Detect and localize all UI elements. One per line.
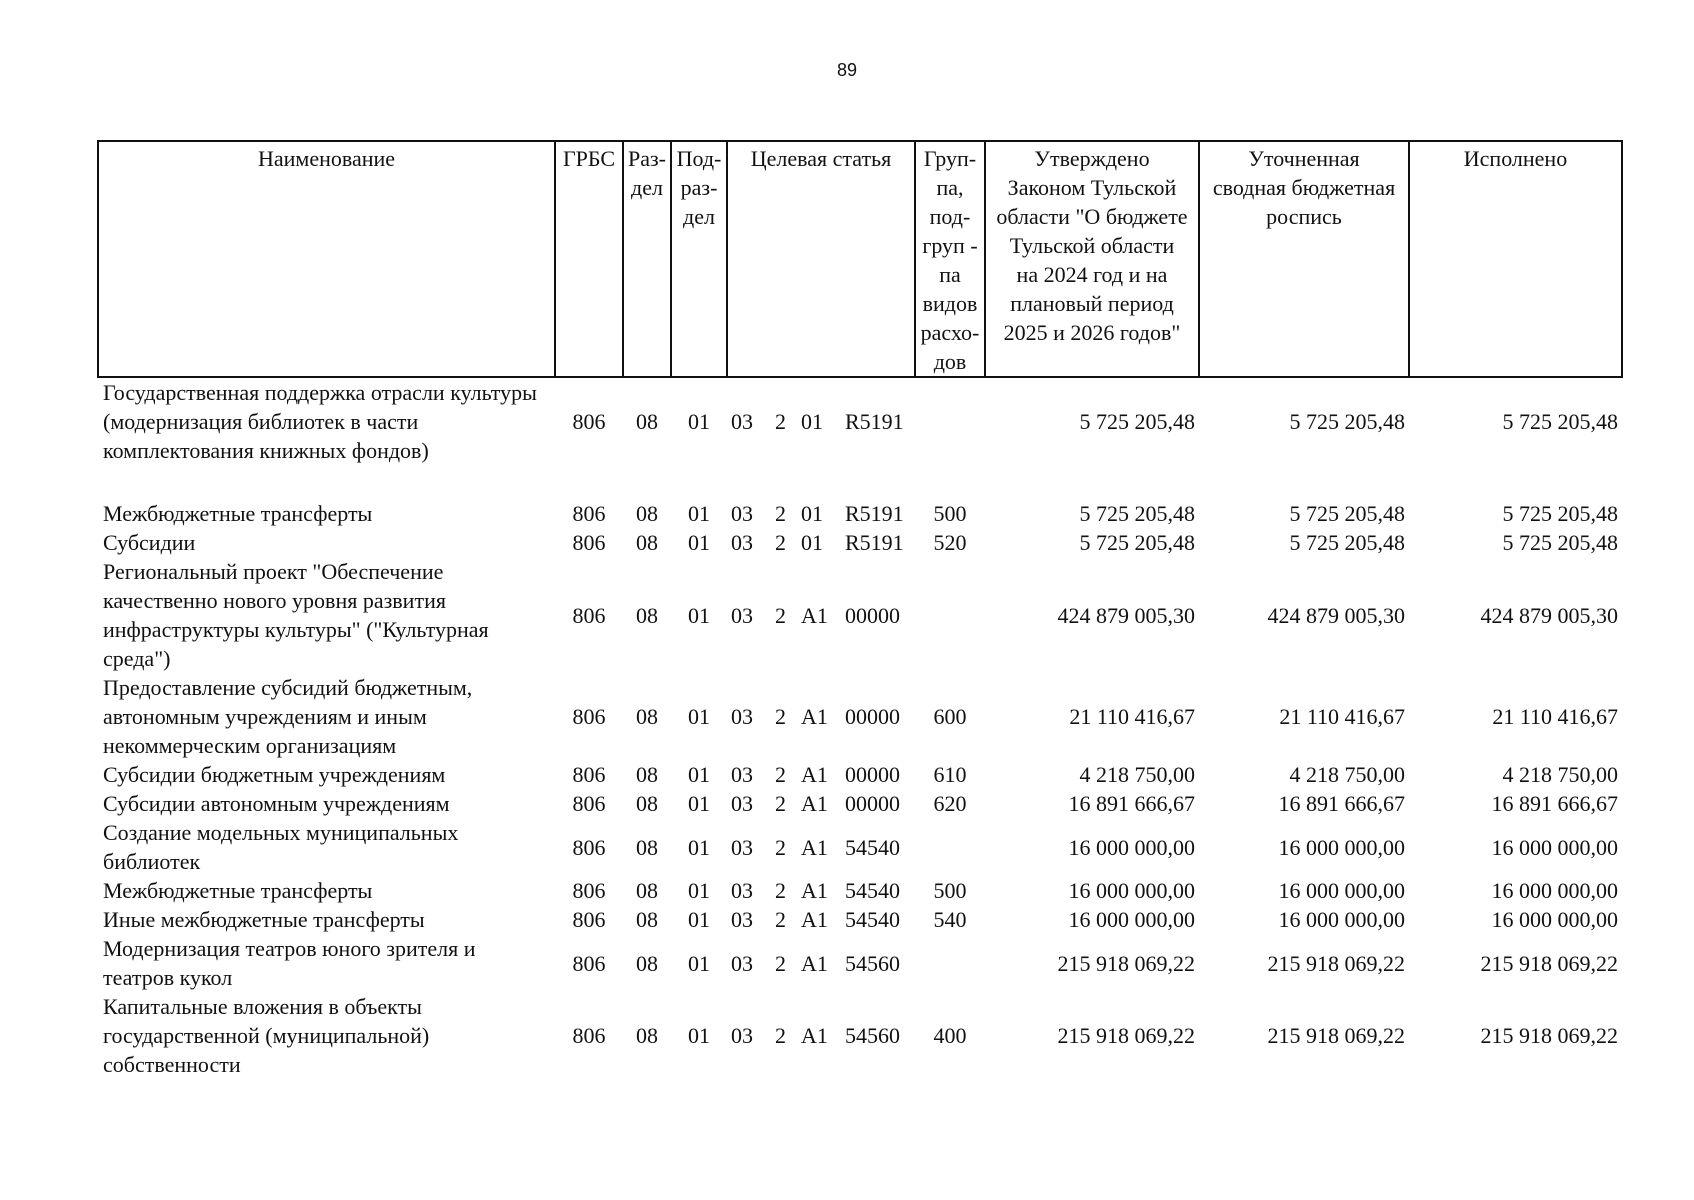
row-podrazdel: 01 [688, 1023, 710, 1048]
target-direction: 00000 [845, 791, 900, 816]
target-program: 03 [731, 950, 753, 976]
row-podrazdel: 01 [688, 501, 710, 526]
row-grbs: 806 [572, 409, 606, 434]
target-project: A1 [801, 704, 828, 729]
row-podrazdel: 01 [688, 834, 710, 860]
row-name: Государственная поддержка отрасли культуры (модернизация библиотек в части комплектования книжных фондов) [103, 380, 537, 463]
row-target-article [727, 789, 915, 818]
row-razdel: 08 [636, 602, 658, 628]
row-approved: 4 218 750,00 [1079, 762, 1195, 787]
row-target-article [727, 876, 915, 905]
target-project: A1 [801, 602, 828, 628]
row-approved: 215 918 069,22 [1057, 950, 1195, 976]
row-name: Субсидии автономным учреждениям [103, 791, 450, 816]
target-subprogram: 2 [775, 530, 786, 555]
target-project: A1 [801, 762, 828, 787]
row-refined: 16 891 666,67 [1278, 791, 1405, 816]
table-row [98, 992, 1622, 1079]
target-program: 03 [731, 762, 753, 787]
header-podrazdel: Под- раз- дел [671, 141, 727, 377]
row-podrazdel: 01 [688, 602, 710, 628]
row-razdel: 08 [636, 704, 658, 729]
row-name: Субсидии бюджетным учреждениям [103, 762, 446, 787]
row-razdel: 08 [636, 878, 658, 903]
target-direction: R5191 [845, 409, 904, 434]
row-target-article [727, 557, 915, 673]
row-name: Капитальные вложения в объекты государственной (муниципальной) собственности [103, 994, 430, 1077]
target-subprogram: 2 [775, 602, 786, 628]
target-subprogram: 2 [775, 762, 786, 787]
row-grbs: 806 [572, 704, 606, 729]
row-refined: 16 000 000,00 [1278, 878, 1405, 903]
header-razdel: Раз- дел [623, 141, 671, 377]
table-row [98, 905, 1622, 934]
table-row [98, 876, 1622, 905]
page-number: 89 [836, 60, 858, 80]
target-project: 01 [801, 530, 823, 555]
row-name: Региональный проект "Обеспечение качественно нового уровня развития инфраструктуры культуры" ("Культурная среда") [103, 559, 489, 671]
row-executed: 21 110 416,67 [1492, 704, 1618, 729]
table-header-row [98, 141, 1622, 377]
target-project: A1 [801, 950, 828, 976]
row-executed: 16 000 000,00 [1491, 907, 1618, 932]
table-row [98, 499, 1622, 528]
row-grbs: 806 [572, 791, 606, 816]
row-razdel: 08 [636, 530, 658, 555]
row-razdel: 08 [636, 762, 658, 787]
row-refined: 215 918 069,22 [1267, 1023, 1405, 1048]
table-row [98, 377, 1622, 465]
row-approved: 16 000 000,00 [1068, 907, 1195, 932]
row-name: Субсидии [103, 530, 196, 555]
row-grbs: 806 [572, 1023, 606, 1048]
target-direction: 54560 [845, 1023, 900, 1048]
row-approved: 21 110 416,67 [1069, 704, 1195, 729]
row-razdel: 08 [636, 907, 658, 932]
row-target-article [727, 377, 915, 465]
row-grbs: 806 [572, 907, 606, 932]
row-razdel: 08 [636, 791, 658, 816]
row-podrazdel: 01 [688, 878, 710, 903]
row-executed: 215 918 069,22 [1480, 950, 1618, 976]
row-refined: 16 000 000,00 [1278, 907, 1405, 932]
row-grbs: 806 [572, 602, 606, 628]
row-target-article [727, 905, 915, 934]
table-row [98, 673, 1622, 760]
target-program: 03 [731, 834, 753, 860]
row-expense-group [915, 377, 985, 465]
target-direction: 00000 [845, 704, 900, 729]
row-podrazdel: 01 [688, 409, 710, 434]
row-target-article [727, 673, 915, 760]
target-subprogram: 2 [775, 791, 786, 816]
row-expense-group: 540 [933, 907, 967, 932]
target-program: 03 [731, 409, 753, 434]
target-project: A1 [801, 834, 828, 860]
row-approved: 5 725 205,48 [1079, 530, 1195, 555]
target-program: 03 [731, 602, 753, 628]
row-podrazdel: 01 [688, 530, 710, 555]
target-direction: 54540 [845, 834, 900, 860]
target-subprogram: 2 [775, 878, 786, 903]
row-expense-group [915, 818, 985, 876]
row-refined: 5 725 205,48 [1289, 409, 1405, 434]
table-row [98, 789, 1622, 818]
row-refined: 4 218 750,00 [1289, 762, 1405, 787]
row-expense-group [915, 557, 985, 673]
row-razdel: 08 [636, 834, 658, 860]
row-target-article [727, 499, 915, 528]
row-grbs: 806 [572, 530, 606, 555]
row-podrazdel: 01 [688, 950, 710, 976]
row-refined: 5 725 205,48 [1289, 530, 1405, 555]
target-program: 03 [731, 791, 753, 816]
table-body [98, 377, 1622, 1079]
row-razdel: 08 [636, 1023, 658, 1048]
target-project: A1 [801, 791, 828, 816]
target-direction: R5191 [845, 501, 904, 526]
row-executed: 5 725 205,48 [1502, 501, 1618, 526]
target-subprogram: 2 [775, 834, 786, 860]
row-razdel: 08 [636, 950, 658, 976]
table-row [98, 557, 1622, 673]
row-name: Предоставление субсидий бюджетным, автономным учреждениям и иным некоммерческим организациям [103, 675, 473, 758]
row-approved: 16 000 000,00 [1068, 834, 1195, 860]
header-executed: Исполнено [1409, 141, 1622, 377]
spacer-cell [98, 465, 1622, 499]
table-row [98, 528, 1622, 557]
header-name: Наименование [98, 141, 555, 377]
target-program: 03 [731, 907, 753, 932]
row-executed: 16 000 000,00 [1491, 834, 1618, 860]
target-program: 03 [731, 530, 753, 555]
row-name: Межбюджетные трансферты [103, 501, 373, 526]
row-name: Иные межбюджетные трансферты [103, 907, 425, 932]
row-grbs: 806 [572, 878, 606, 903]
row-refined: 215 918 069,22 [1267, 950, 1405, 976]
row-grbs: 806 [572, 762, 606, 787]
row-approved: 16 891 666,67 [1068, 791, 1195, 816]
target-program: 03 [731, 878, 753, 903]
target-subprogram: 2 [775, 409, 786, 434]
target-direction: 00000 [845, 762, 900, 787]
target-direction: 00000 [845, 602, 900, 628]
row-executed: 5 725 205,48 [1502, 409, 1618, 434]
row-expense-group: 520 [933, 530, 967, 555]
row-executed: 424 879 005,30 [1480, 602, 1618, 628]
row-executed: 16 000 000,00 [1491, 878, 1618, 903]
row-expense-group: 620 [933, 791, 967, 816]
row-podrazdel: 01 [688, 704, 710, 729]
target-direction: 54560 [845, 950, 900, 976]
row-grbs: 806 [572, 950, 606, 976]
row-executed: 16 891 666,67 [1491, 791, 1618, 816]
row-expense-group: 610 [933, 762, 967, 787]
row-executed: 5 725 205,48 [1502, 530, 1618, 555]
target-direction: 54540 [845, 907, 900, 932]
row-expense-group: 600 [933, 704, 967, 729]
row-target-article [727, 934, 915, 992]
row-razdel: 08 [636, 501, 658, 526]
row-approved: 215 918 069,22 [1057, 1023, 1195, 1048]
row-refined: 21 110 416,67 [1279, 704, 1405, 729]
row-razdel: 08 [636, 409, 658, 434]
target-project: A1 [801, 907, 828, 932]
target-subprogram: 2 [775, 1023, 786, 1048]
row-name: Модернизация театров юного зрителя и театров кукол [103, 936, 476, 990]
target-direction: 54540 [845, 878, 900, 903]
target-project: A1 [801, 1023, 828, 1048]
row-expense-group: 500 [933, 878, 967, 903]
row-refined: 5 725 205,48 [1289, 501, 1405, 526]
row-grbs: 806 [572, 834, 606, 860]
table-row [98, 760, 1622, 789]
row-name: Создание модельных муниципальных библиотек [103, 820, 459, 874]
target-program: 03 [731, 501, 753, 526]
row-name: Межбюджетные трансферты [103, 878, 373, 903]
row-expense-group: 500 [933, 501, 967, 526]
header-expense-group: Груп- па, под- груп - па видов расхо- дов [915, 141, 985, 377]
row-approved: 5 725 205,48 [1079, 501, 1195, 526]
row-target-article [727, 992, 915, 1079]
budget-table [97, 140, 1623, 1079]
row-refined: 424 879 005,30 [1267, 602, 1405, 628]
header-target-article: Целевая статья [727, 141, 915, 377]
row-target-article [727, 760, 915, 789]
row-approved: 424 879 005,30 [1057, 602, 1195, 628]
row-refined: 16 000 000,00 [1278, 834, 1405, 860]
target-project: 01 [801, 409, 823, 434]
row-spacer [98, 465, 1622, 499]
row-target-article [727, 528, 915, 557]
target-subprogram: 2 [775, 950, 786, 976]
row-executed: 215 918 069,22 [1480, 1023, 1618, 1048]
header-approved: Утверждено Законом Тульской области "О бюджете Тульской области на 2024 год и на плановый период 2025 и 2026 годов" [985, 141, 1199, 377]
table-row [98, 818, 1622, 876]
target-subprogram: 2 [775, 704, 786, 729]
target-project: 01 [801, 501, 823, 526]
row-podrazdel: 01 [688, 762, 710, 787]
target-program: 03 [731, 704, 753, 729]
row-grbs: 806 [572, 501, 606, 526]
row-expense-group: 400 [933, 1023, 967, 1048]
row-target-article [727, 818, 915, 876]
row-approved: 5 725 205,48 [1079, 409, 1195, 434]
target-program: 03 [731, 1023, 753, 1048]
target-subprogram: 2 [775, 501, 786, 526]
target-direction: R5191 [845, 530, 904, 555]
header-refined: Уточненная сводная бюджетная роспись [1199, 141, 1409, 377]
table-row [98, 934, 1622, 992]
target-subprogram: 2 [775, 907, 786, 932]
row-expense-group [915, 934, 985, 992]
row-podrazdel: 01 [688, 791, 710, 816]
target-project: A1 [801, 878, 828, 903]
row-executed: 4 218 750,00 [1502, 762, 1618, 787]
row-podrazdel: 01 [688, 907, 710, 932]
row-approved: 16 000 000,00 [1068, 878, 1195, 903]
header-grbs: ГРБС [555, 141, 623, 377]
